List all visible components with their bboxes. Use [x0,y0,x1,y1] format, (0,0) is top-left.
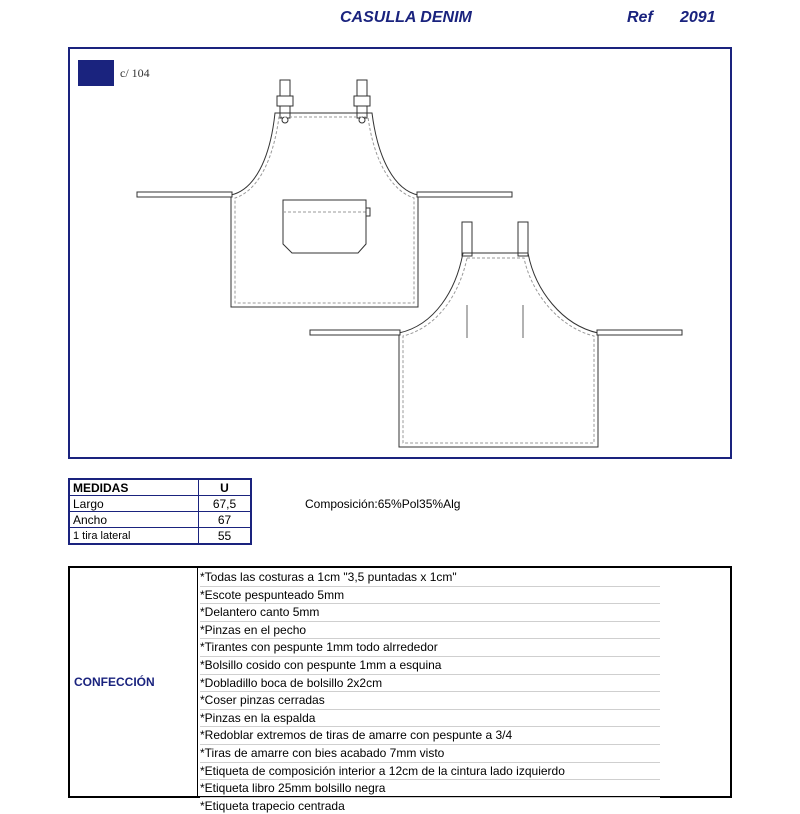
list-item: *Escote pespunteado 5mm [200,587,660,605]
back-apron-body [399,253,598,447]
list-item: *Coser pinzas cerradas [200,692,660,710]
back-right-tie [597,330,682,335]
apron-front-view [137,80,512,307]
ref-number: 2091 [680,9,716,26]
confeccion-divider [197,568,198,796]
measurements-header-size: U [199,479,252,496]
list-item: *Todas las costuras a 1cm "3,5 puntadas x 1cm" [200,569,660,587]
back-left-tie [310,330,400,335]
measurements-header-row [69,479,251,496]
front-apron-body [231,113,418,307]
document-title: CASULLA DENIM [340,9,472,26]
front-right-tie [417,192,512,197]
list-item: *Tirantes con pespunte 1mm todo alrrededor [200,639,660,657]
list-item: *Etiqueta de composición interior a 12cm de la cintura lado izquierdo [200,763,660,781]
list-item: *Redoblar extremos de tiras de amarre con pespunte a 3/4 [200,727,660,745]
back-right-strap [518,222,528,256]
confeccion-instructions [200,569,660,814]
table-row [69,512,251,528]
measure-name: Largo [69,496,199,512]
list-item: *Pinzas en la espalda [200,710,660,728]
color-code: c/ 104 [120,66,150,80]
front-right-buckle [354,96,370,106]
back-left-strap [462,222,472,256]
list-item: *Pinzas en el pecho [200,622,660,640]
ref-label: Ref [627,9,653,26]
measure-value: 67,5 [199,496,252,512]
measure-name: Ancho [69,512,199,528]
confeccion-section [68,566,732,813]
confeccion-label: CONFECCIÓN [74,675,155,689]
front-left-buckle [277,96,293,106]
table-row [69,496,251,512]
measurements-table [68,478,252,545]
front-left-tie [137,192,232,197]
measurements-header-name: MEDIDAS [69,479,199,496]
list-item: *Tiras de amarre con bies acabado 7mm visto [200,745,660,763]
table-row [69,528,251,545]
list-item: *Etiqueta libro 25mm bolsillo negra [200,780,660,798]
list-item: *Bolsillo cosido con pespunte 1mm a esquina [200,657,660,675]
measure-value: 67 [199,512,252,528]
front-pocket [283,200,366,253]
composition-text: Composición:65%Pol35%Alg [305,497,461,511]
measure-value: 55 [199,528,252,545]
list-item: *Etiqueta trapecio centrada [200,798,345,813]
apron-back-view [310,222,682,447]
measure-name: 1 tira lateral [69,528,199,545]
list-item: *Dobladillo boca de bolsillo 2x2cm [200,675,660,693]
list-item: *Delantero canto 5mm [200,604,660,622]
